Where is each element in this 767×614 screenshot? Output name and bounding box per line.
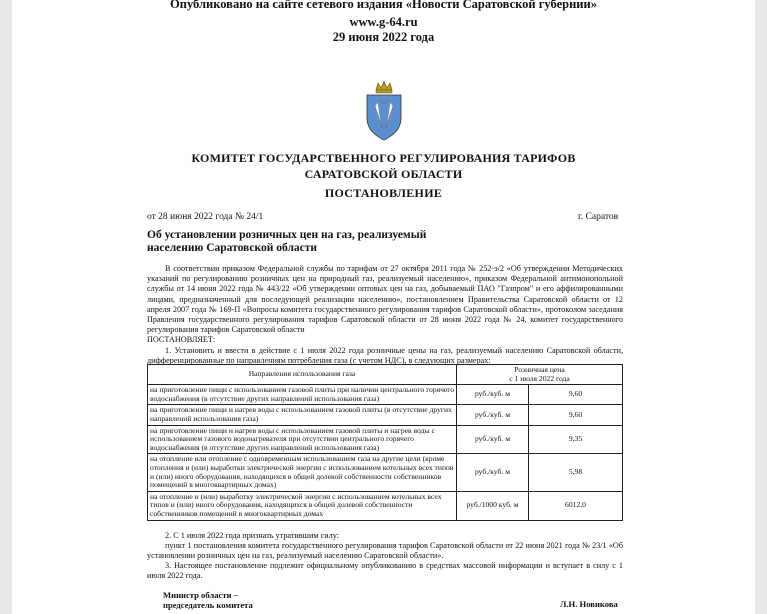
row-value: 6012,0 [529,491,623,520]
item-2-text: 2. С 1 июля 2022 года признать утратившим силу: [165,531,339,540]
committee-title [0,150,767,182]
header-price-line2: с 1 июля 2022 года [509,373,570,383]
header-price [457,365,623,385]
item-1-text: 1. Установить и ввести в действие с 1 июля 2022 года розничные цены на газ, реализуемый населению Саратовской области, дифференцированные по направлениям потребления газа (с учетом НДС), в следующих размерах: [147,345,623,365]
coat-of-arms-icon [362,80,406,142]
document-city: г. Саратов [578,212,619,222]
header-direction: Направления использования газа [148,365,457,385]
publication-site: www.g-64.ru [349,15,418,29]
closing-section [147,531,623,581]
row-unit: руб./куб. м [457,425,529,454]
row-direction: на отопление или отопление с одновременным использованием газа на другие цели (кроме отопления и (или) выработки электрической энергии с использованием котельных всех типов и (или) иного оборудования, находящихся в общей долевой собственности собственников помещений в многоквартирных домах) [148,454,457,491]
signature-position-line2: председатель комитета [163,600,253,610]
tariff-table [147,364,623,521]
committee-title-line1: КОМИТЕТ ГОСУДАРСТВЕННОГО РЕГУЛИРОВАНИЯ ТАРИФОВ [191,151,576,165]
row-unit: руб./куб. м [457,454,529,491]
signer-name: Л.Н. Новикова [560,599,618,609]
resolves-heading: ПОСТАНОВЛЯЕТ: [147,335,216,345]
document-type: ПОСТАНОВЛЕНИЕ [324,186,443,200]
table-row [148,385,623,405]
signature-position-line1: Министр области – [163,590,238,600]
row-direction: на отопление и (или) выработку электрической энергии с использованием котельных всех типов и (или) иного оборудования, находящихся в общей долевой собственности собственников помещений в многоквартирных домах [148,491,457,520]
row-value: 9,60 [529,385,623,405]
row-direction: на приготовление пищи и нагрев воды с использованием газовой плиты и нагрев воды с использованием газового водонагревателя при отсутствии центрального горячего водоснабжения (в отсутствие других направлений использования газа) [148,425,457,454]
publication-date: 29 июня 2022 года [332,30,435,44]
row-direction: на приготовление пищи и нагрев воды с использованием газовой плиты (в отсутствие других направлений использования газа) [148,405,457,425]
item-2-detail: пункт 1 постановления комитета государственного регулирования тарифов Саратовской области от 22 июня 2021 года № 23/1 «Об установлении розничных цен на газ, реализуемый населению Саратовской области». [147,541,623,560]
publication-header [0,0,767,45]
table-row [148,491,623,520]
table-row [148,454,623,491]
header-price-line1: Розничная цена [514,365,565,374]
committee-title-line2: САРАТОВСКОЙ ОБЛАСТИ [304,167,463,181]
row-unit: руб./куб. м [457,385,529,405]
page-margin-left [0,0,12,614]
row-unit: руб./куб. м [457,405,529,425]
row-value: 9,35 [529,425,623,454]
publication-notice: Опубликовано на сайте сетевого издания «Новости Саратовской губернии» [170,0,597,11]
document-subject [147,229,477,255]
signature-position [163,590,253,610]
document-subject-line2: населению Саратовской области [147,242,318,254]
table-header-row [148,365,623,385]
row-value: 9,60 [529,405,623,425]
row-direction: на приготовление пищи с использованием газовой плиты при наличии центрального горячего водоснабжения (в отсутствие других направлений использования газа) [148,385,457,405]
row-value: 5,98 [529,454,623,491]
page-margin-right [755,0,767,614]
table-row [148,405,623,425]
table-row [148,425,623,454]
item-3-text: 3. Настоящее постановление подлежит официальному опубликованию в средствах массовой информации и вступает в силу с 1 июля 2022 года. [147,561,623,580]
preamble-section [147,264,623,366]
preamble-text: В соответствии приказом Федеральной службы по тарифам от 27 октября 2011 года № 252-э/2 «Об утверждении Методических указаний по регулированию розничных цен на природный газ, реализуемый населению», приказом Федеральной антимонопольной службы от 14 июня 2022 года № 443/22 «Об утверждении оптовых цен на газ, добываемый ПАО "Газпром" и его аффилированными лицами, предназначенный для последующей реализации населению», постановлением Правительства Саратовской области от 12 апреля 2007 года № 169-П «Вопросы комитета государственного регулирования тарифов Саратовской области», протоколом заседания Правления государственного регулирования тарифов Саратовской области от 28 июня 2022 года № 24, комитет государственного регулирования тарифов Саратовской области [147,264,623,335]
document-subject-line1: Об установлении розничных цен на газ, реализуемый [147,229,427,241]
row-unit: руб./1000 куб. м [457,491,529,520]
document-date-number: от 28 июня 2022 года № 24/1 [147,212,264,222]
